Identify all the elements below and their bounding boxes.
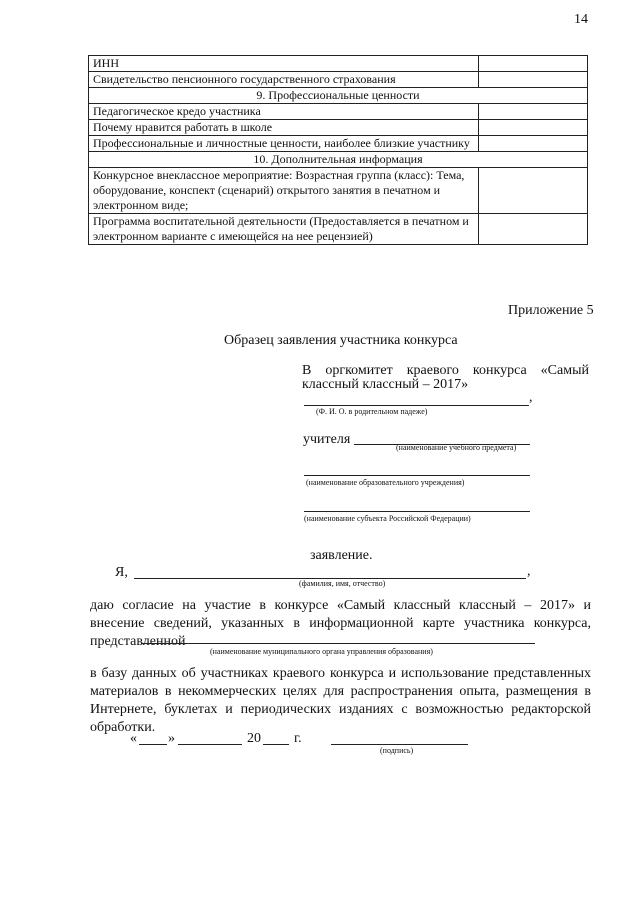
table-row xyxy=(89,120,588,136)
table-cell-value xyxy=(479,56,588,72)
table-cell-value xyxy=(479,168,588,214)
date-close-quote: » xyxy=(168,731,175,746)
table-cell-value xyxy=(479,104,588,120)
statement-title: заявление. xyxy=(310,548,373,563)
table-cell-value xyxy=(479,214,588,245)
signature-field[interactable] xyxy=(331,731,468,745)
table-cell-value xyxy=(479,120,588,136)
date-month-field[interactable] xyxy=(178,731,242,745)
table-cell-label: Профессиональные и личностные ценности, наиболее близкие участнику xyxy=(89,136,479,152)
table-cell-label: Конкурсное внеклассное мероприятие: Возрастная группа (класс): Тема, оборудование, конспект (сценарий) открытого занятия в печатном и электронном виде; xyxy=(89,168,479,214)
table-row xyxy=(89,136,588,152)
table-cell-value xyxy=(479,72,588,88)
date-year-field[interactable] xyxy=(263,731,289,745)
municipal-caption: (наименование муниципального органа управления образования) xyxy=(210,647,433,656)
organization-field[interactable] xyxy=(304,465,530,476)
fio-comma: , xyxy=(529,390,533,405)
region-field[interactable] xyxy=(304,501,530,512)
consent-text: даю согласие на участие в конкурсе «Самый классный классный – 2017» и внесение сведений, указанных в информационной карте участника конкурса, представленной xyxy=(90,598,591,649)
fio-caption: (Ф. И. О. в родительном падеже) xyxy=(316,407,428,416)
table-row xyxy=(89,104,588,120)
table-section-row xyxy=(89,88,588,104)
municipal-field[interactable] xyxy=(141,633,535,644)
date-year-prefix: 20 xyxy=(247,731,261,746)
table-cell-value xyxy=(479,136,588,152)
database-paragraph xyxy=(90,665,591,737)
table-cell-label: Почему нравится работать в школе xyxy=(89,120,479,136)
sample-title: Образец заявления участника конкурса xyxy=(224,333,458,348)
addressee-line-1: В оргкомитет краевого конкурса «Самый xyxy=(302,363,589,378)
addressee-line-2: классный классный – 2017» xyxy=(302,377,469,392)
table-section-row xyxy=(89,152,588,168)
teacher-label: учителя xyxy=(303,432,351,447)
subject-caption: (наименование учебного предмета) xyxy=(396,443,517,452)
organization-caption: (наименование образовательного учреждения) xyxy=(306,478,465,487)
date-open-quote: « xyxy=(130,731,137,746)
table-cell-label: Программа воспитательной деятельности (Предоставляется в печатном и электронном варианте с имеющейся на нее рецензией) xyxy=(89,214,479,245)
section-heading: 10. Дополнительная информация xyxy=(89,152,588,168)
table-row xyxy=(89,168,588,214)
date-year-suffix: г. xyxy=(294,731,302,746)
table-row xyxy=(89,56,588,72)
fio-field[interactable] xyxy=(304,393,529,406)
database-text: в базу данных об участниках краевого конкурса и использование представленных материалов в некоммерческих целях для распространения опыта, размещения в Интернете, буклетах и периодических изданиях с возможностью редакторской обработки. xyxy=(90,666,591,735)
region-caption: (наименование субъекта Российской Федерации) xyxy=(304,514,471,523)
full-name-field[interactable] xyxy=(134,566,526,579)
table-row xyxy=(89,214,588,245)
section-heading: 9. Профессиональные ценности xyxy=(89,88,588,104)
table-cell-label: ИНН xyxy=(89,56,479,72)
full-name-comma: , xyxy=(527,564,531,579)
table-cell-label: Свидетельство пенсионного государственного страхования xyxy=(89,72,479,88)
full-name-caption: (фамилия, имя, отчество) xyxy=(299,579,386,588)
appendix-label: Приложение 5 xyxy=(508,303,594,318)
i-label: Я, xyxy=(115,565,128,580)
date-day-field[interactable] xyxy=(139,731,167,745)
table-cell-label: Педагогическое кредо участника xyxy=(89,104,479,120)
signature-caption: (подпись) xyxy=(380,746,414,755)
table-row xyxy=(89,72,588,88)
page-number: 14 xyxy=(574,12,588,27)
info-table xyxy=(88,55,588,245)
